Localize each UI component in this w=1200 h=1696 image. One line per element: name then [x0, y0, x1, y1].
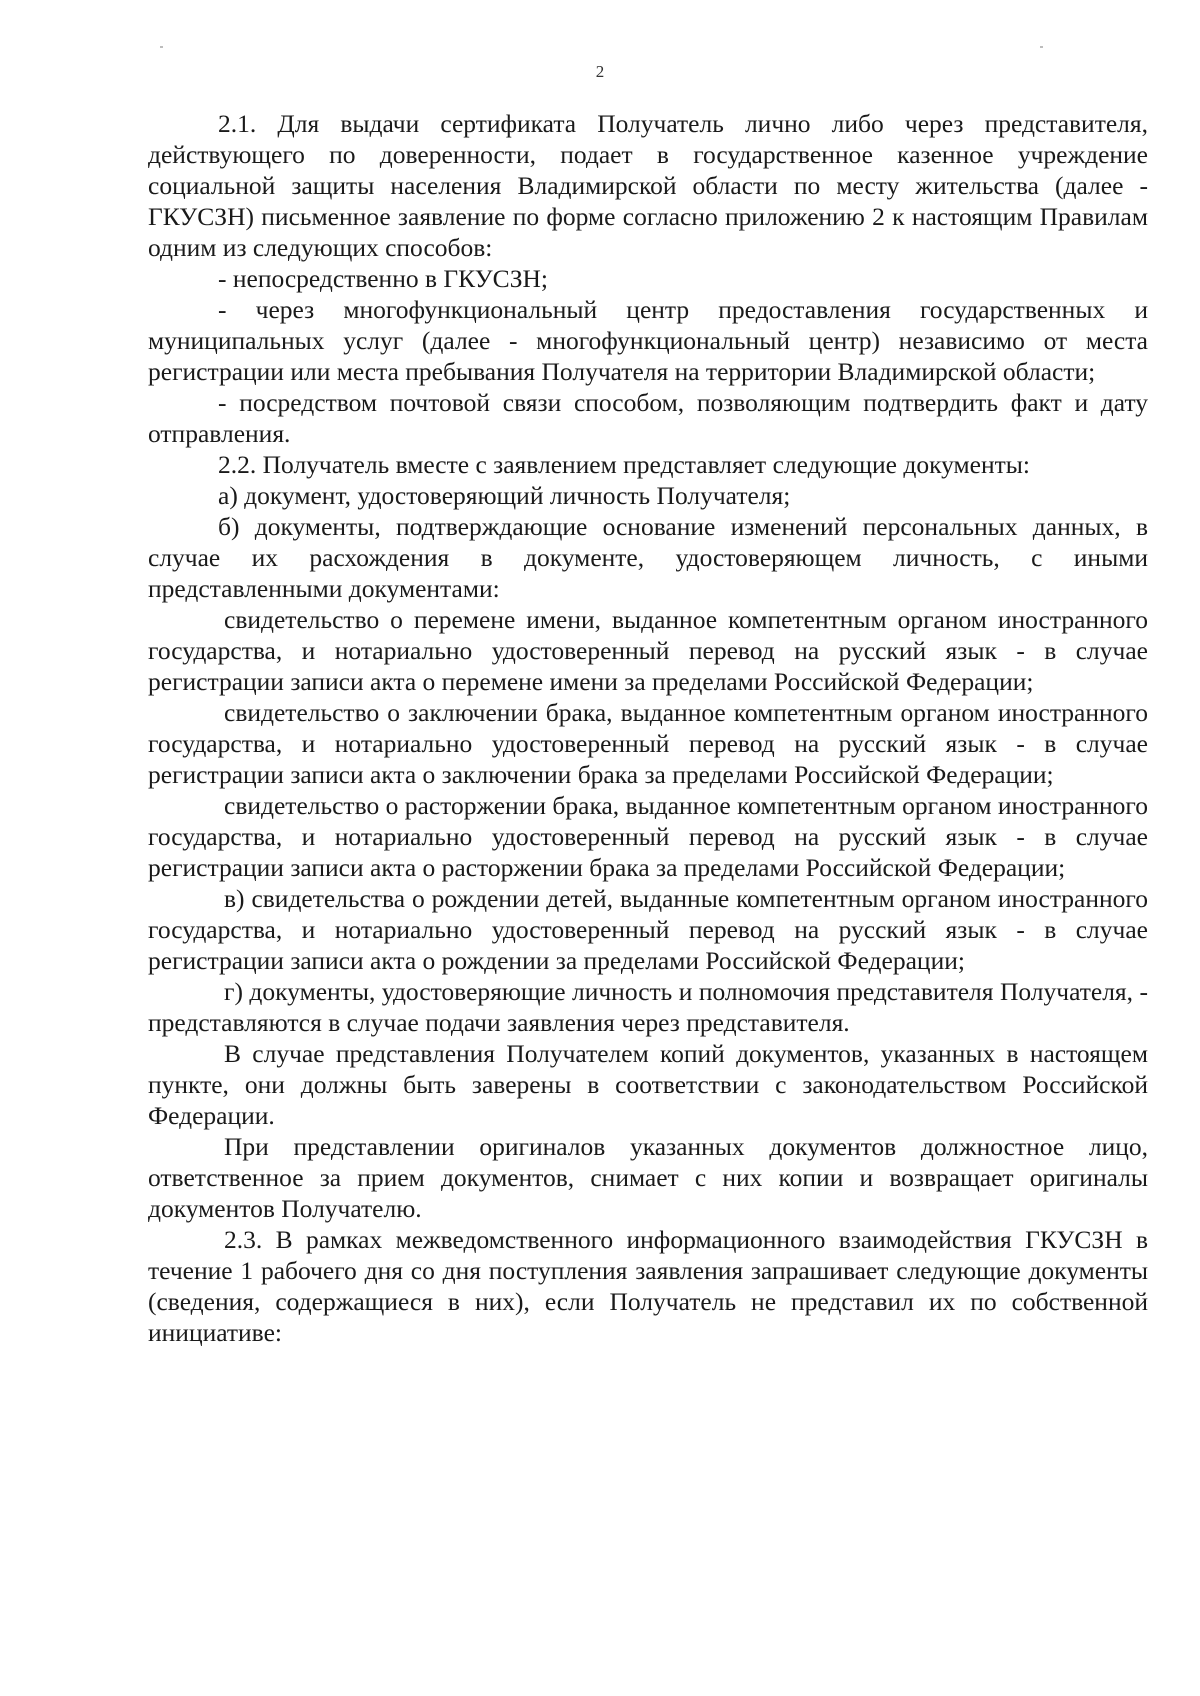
scan-artifact — [160, 46, 163, 48]
list-item-b: б) документы, подтверждающие основание изменений персональных данных, в случае их расхождения в документе, удостоверяющем личность, с иными представленными документами: — [148, 512, 1148, 603]
page-number: 2 — [595, 62, 605, 81]
list-item-g: г) документы, удостоверяющие личность и полномочия представителя Получателя, - представляются в случае подачи заявления через представителя. — [148, 977, 1148, 1037]
list-item-post: - посредством почтовой связи способом, позволяющим подтвердить факт и дату отправления. — [148, 388, 1148, 448]
paragraph-2-1: 2.1. Для выдачи сертификата Получатель лично либо через представителя, действующего по доверенности, подает в государственное казенное учреждение социальной защиты населения Владимирской области по месту жительства (далее - ГКУСЗН) письменное заявление по форме согласно приложению 2 к настоящим Правилам одним из следующих способов: — [148, 109, 1148, 262]
paragraph-2-3: 2.3. В рамках межведомственного информационного взаимодействия ГКУСЗН в течение 1 рабочего дня со дня поступления заявления запрашивает следующие документы (сведения, содержащиеся в них), если Получатель не представил их по собственной инициативе: — [148, 1225, 1148, 1347]
list-item-a: а) документ, удостоверяющий личность Получателя; — [218, 481, 791, 510]
document-body — [148, 108, 1148, 1348]
list-item-v: в) свидетельства о рождении детей, выданные компетентным органом иностранного государства, и нотариально удостоверенный перевод на русский язык - в случае регистрации записи акта о рождении за пределами Российской Федерации; — [148, 884, 1148, 975]
paragraph-copies: В случае представления Получателем копий документов, указанных в настоящем пункте, они должны быть заверены в соответствии с законодательством Российской Федерации. — [148, 1039, 1148, 1130]
sub-item-marriage: свидетельство о заключении брака, выданное компетентным органом иностранного государства, и нотариально удостоверенный перевод на русский язык - в случае регистрации записи акта о заключении брака за пределами Российской Федерации; — [148, 698, 1148, 789]
list-item-mfc: - через многофункциональный центр предоставления государственных и муниципальных услуг (далее - многофункциональный центр) независимо от места регистрации или места пребывания Получателя на территории Владимирской области; — [148, 295, 1148, 386]
sub-item-name-change: свидетельство о перемене имени, выданное компетентным органом иностранного государства, и нотариально удостоверенный перевод на русский язык - в случае регистрации записи акта о перемене имени за пределами Российской Федерации; — [148, 605, 1148, 696]
sub-item-divorce: свидетельство о расторжении брака, выданное компетентным органом иностранного государства, и нотариально удостоверенный перевод на русский язык - в случае регистрации записи акта о расторжении брака за пределами Российской Федерации; — [148, 791, 1148, 882]
scan-artifact — [1040, 46, 1043, 48]
paragraph-2-2: 2.2. Получатель вместе с заявлением представляет следующие документы: — [218, 450, 1030, 479]
list-item-gkuszn: - непосредственно в ГКУСЗН; — [218, 264, 548, 293]
paragraph-originals: При представлении оригиналов указанных документов должностное лицо, ответственное за прием документов, снимает с них копии и возвращает оригиналы документов Получателю. — [148, 1132, 1148, 1223]
